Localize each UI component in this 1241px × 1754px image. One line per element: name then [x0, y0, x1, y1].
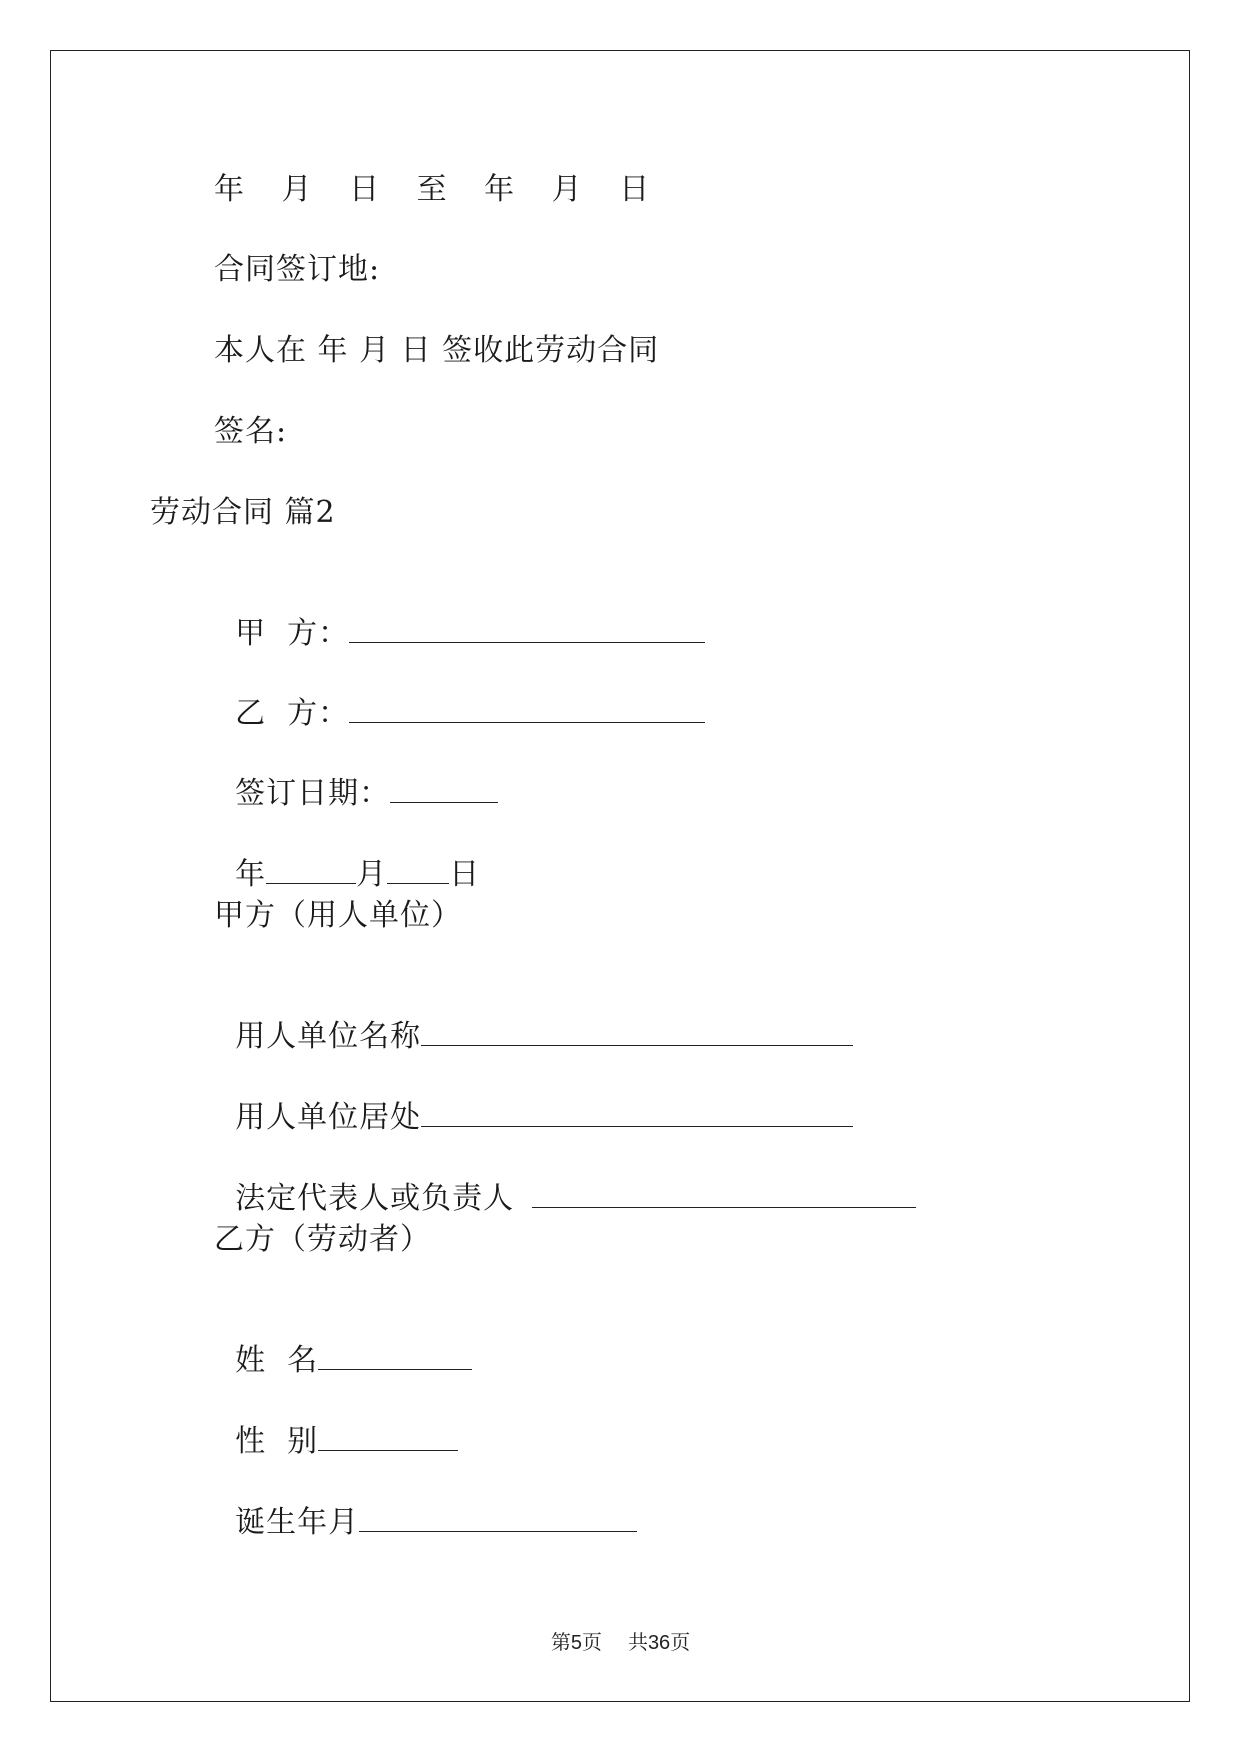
- birth-blank: [359, 1509, 637, 1532]
- page-footer: [0, 1626, 1241, 1655]
- current-page-number: 5: [570, 1632, 582, 1654]
- ymd-line: [214, 815, 480, 895]
- party-a-blank: [349, 620, 705, 643]
- footer-total-prefix: 共: [627, 1632, 648, 1654]
- gender-blank: [318, 1428, 458, 1451]
- employer-name-label: 用人单位名称: [235, 1019, 422, 1054]
- birth-line: [214, 1463, 637, 1543]
- receipt-line: 本人在 年 月 日 签收此劳动合同: [214, 333, 660, 368]
- party-a-line: [214, 574, 705, 654]
- employee-heading: 乙方（劳动者）: [214, 1222, 431, 1257]
- footer-total-suffix: 页: [670, 1632, 691, 1654]
- legal-rep-blank: [532, 1185, 916, 1208]
- year-label: 年: [235, 857, 267, 892]
- gender-line: [214, 1382, 458, 1462]
- party-b-blank: [349, 700, 705, 723]
- section-title: 劳动合同 篇2: [150, 495, 336, 530]
- employer-address-label: 用人单位居处: [235, 1100, 422, 1135]
- employer-address-line: [214, 1058, 853, 1138]
- month-label: 月: [356, 857, 388, 892]
- employer-name-blank: [421, 1023, 853, 1046]
- footer-prefix: 第: [550, 1632, 571, 1654]
- party-a-label: 甲 方：: [235, 616, 350, 651]
- name-label: 姓 名: [235, 1343, 319, 1378]
- employer-name-line: [214, 977, 853, 1057]
- sign-date-blank: [390, 780, 498, 803]
- month-blank: [266, 861, 356, 884]
- employer-address-blank: [421, 1104, 853, 1127]
- sign-place-line: 合同签订地:: [214, 252, 381, 287]
- name-blank: [318, 1347, 472, 1370]
- day-label: 日: [449, 857, 481, 892]
- legal-rep-line: [214, 1139, 916, 1219]
- sign-date-line: [214, 734, 498, 814]
- name-line: [214, 1301, 472, 1381]
- gender-label: 性 别: [235, 1424, 319, 1459]
- sign-date-label: 签订日期：: [235, 776, 391, 811]
- birth-label: 诞生年月: [235, 1505, 360, 1540]
- party-b-line: [214, 654, 705, 734]
- party-b-label: 乙 方：: [235, 696, 350, 731]
- employer-heading: 甲方（用人单位）: [214, 898, 462, 933]
- footer-page-suffix: 页: [581, 1632, 602, 1654]
- legal-rep-label: 法定代表人或负责人: [235, 1181, 515, 1216]
- signature-line: 签名:: [214, 414, 288, 449]
- date-range-line: 年 月 日 至 年 月 日: [214, 172, 664, 207]
- day-blank: [387, 861, 449, 884]
- total-page-number: 36: [647, 1632, 671, 1654]
